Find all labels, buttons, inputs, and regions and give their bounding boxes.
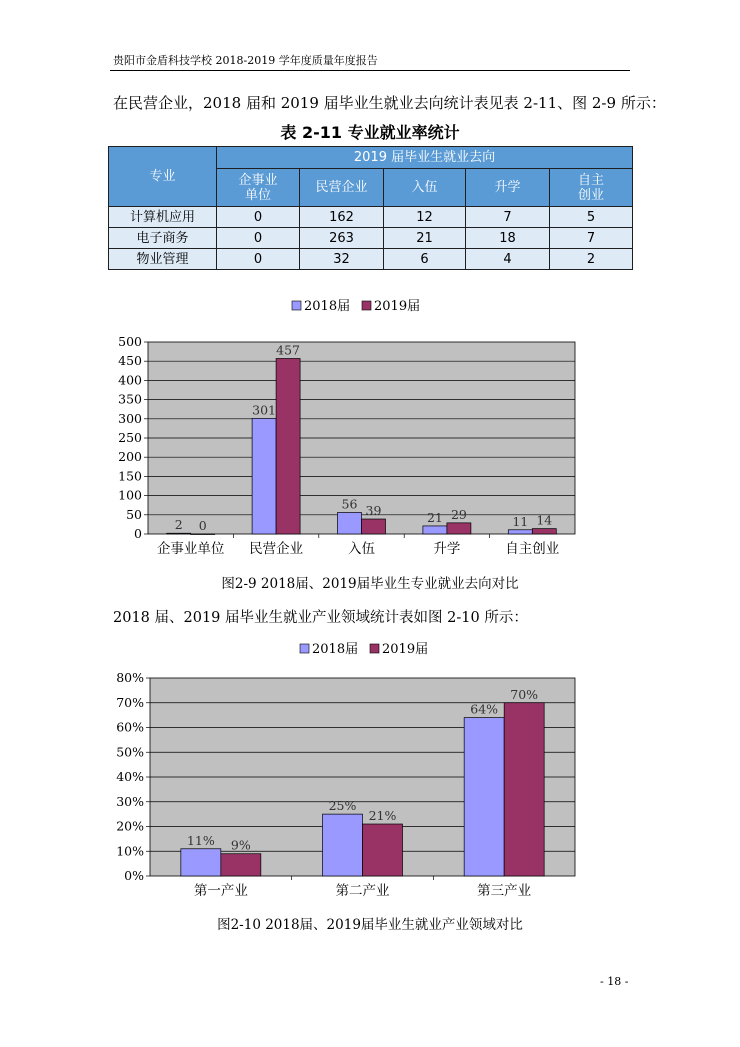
y-tick-label: 80% — [116, 670, 144, 685]
y-tick-label: 40% — [116, 769, 144, 784]
row-major: 计算机应用 — [109, 207, 217, 228]
cell: 32 — [300, 249, 384, 270]
col-header: 自主创业 — [550, 169, 633, 207]
x-tick-label: 第一产业 — [193, 883, 248, 899]
data-label: 457 — [276, 342, 301, 358]
x-tick-label: 企事业单位 — [156, 541, 225, 557]
y-tick-label: 450 — [118, 353, 142, 369]
y-tick-label: 200 — [118, 449, 142, 465]
y-tick-label: 100 — [118, 487, 142, 503]
bar — [508, 530, 532, 534]
bar — [532, 529, 556, 534]
y-tick-label: 0% — [124, 868, 144, 883]
y-tick-label: 150 — [118, 468, 142, 484]
y-tick-label: 400 — [118, 372, 142, 388]
bar — [191, 534, 215, 535]
bar — [167, 533, 191, 534]
legend-swatch — [370, 644, 379, 653]
page-header: 贵阳市金盾科技学校 2018-2019 学年度质量年度报告 — [113, 54, 378, 67]
legend-label: 2018届 — [312, 642, 359, 657]
x-tick-label: 入伍 — [348, 541, 375, 557]
y-tick-label: 30% — [116, 793, 144, 809]
data-label: 11 — [512, 513, 529, 529]
legend-label: 2019届 — [382, 642, 429, 657]
data-label: 25% — [328, 798, 357, 814]
cell: 12 — [384, 207, 466, 228]
data-label: 56 — [341, 496, 358, 512]
cell: 162 — [300, 207, 384, 228]
col-header: 企事业单位 — [217, 169, 300, 207]
x-tick-label: 第二产业 — [335, 883, 390, 899]
x-tick-label: 民营企业 — [249, 541, 304, 557]
data-label: 64% — [470, 701, 499, 717]
page-number: - 18 - — [600, 975, 629, 988]
y-tick-label: 0 — [134, 526, 142, 541]
y-tick-label: 20% — [116, 818, 144, 834]
chart-industry-sector — [100, 634, 600, 904]
bar — [363, 824, 403, 876]
col-major-header: 专业 — [109, 147, 217, 207]
cell: 18 — [466, 228, 550, 249]
cell: 263 — [300, 228, 384, 249]
data-label: 0 — [198, 518, 207, 533]
cell: 0 — [217, 207, 300, 228]
bar — [276, 359, 300, 534]
y-tick-label: 10% — [116, 843, 144, 859]
table-title: 表 2-11 专业就业率统计 — [280, 123, 460, 142]
x-tick-label: 第三产业 — [477, 883, 532, 899]
header-rule — [110, 70, 630, 71]
legend-swatch — [300, 644, 309, 653]
y-tick-label: 60% — [116, 719, 144, 735]
table-row — [109, 249, 633, 270]
row-major: 物业管理 — [109, 249, 217, 270]
bar — [464, 718, 504, 876]
group-header: 2019 届毕业生就业去向 — [217, 147, 633, 169]
bar — [504, 703, 544, 876]
bar — [423, 526, 447, 534]
data-label: 21% — [368, 808, 397, 824]
cell: 21 — [384, 228, 466, 249]
y-tick-label: 50% — [116, 744, 144, 760]
y-tick-label: 500 — [118, 334, 142, 349]
bar — [323, 814, 363, 876]
data-label: 2 — [174, 517, 183, 533]
legend-label: 2018届 — [304, 299, 351, 314]
x-tick-label: 升学 — [433, 541, 461, 557]
bar — [221, 854, 261, 876]
col-header: 民营企业 — [300, 169, 384, 207]
chart1-caption: 图2-9 2018届、2019届毕业生专业就业去向对比 — [221, 576, 519, 592]
y-tick-label: 350 — [118, 391, 142, 407]
data-label: 9% — [230, 837, 251, 853]
data-label: 70% — [510, 686, 539, 702]
y-tick-label: 250 — [118, 430, 142, 445]
data-label: 39 — [365, 503, 382, 519]
row-major: 电子商务 — [109, 228, 217, 249]
data-label: 14 — [536, 512, 553, 528]
cell: 2 — [550, 249, 633, 270]
chart2-caption: 图2-10 2018届、2019届毕业生就业产业领域对比 — [217, 917, 523, 933]
bar — [181, 849, 221, 876]
data-label: 11% — [186, 832, 215, 848]
legend-label: 2019届 — [374, 299, 421, 314]
cell: 7 — [466, 207, 550, 228]
cell: 6 — [384, 249, 466, 270]
col-header: 入伍 — [384, 169, 466, 207]
y-tick-label: 50 — [126, 506, 142, 522]
mid-paragraph: 2018 届、2019 届毕业生就业产业领域统计表如图 2-10 所示： — [113, 610, 528, 626]
data-label: 301 — [252, 402, 277, 418]
y-tick-label: 300 — [118, 410, 142, 426]
col-header: 升学 — [466, 169, 550, 207]
data-label: 29 — [450, 506, 467, 522]
chart-employment-destination — [100, 292, 600, 567]
y-tick-label: 70% — [116, 694, 144, 710]
employment-table — [108, 146, 633, 270]
intro-paragraph: 在民营企业，2018 届和 2019 届毕业生就业去向统计表见表 2-11、图 2-9 所示： — [113, 94, 666, 112]
legend-swatch — [292, 301, 301, 310]
table-row — [109, 228, 633, 249]
cell: 4 — [466, 249, 550, 270]
bar — [338, 512, 362, 534]
data-label: 21 — [426, 509, 443, 525]
x-tick-label: 自主创业 — [505, 541, 560, 557]
bar — [252, 418, 276, 534]
cell: 7 — [550, 228, 633, 249]
table-row — [109, 207, 633, 228]
bar — [447, 523, 471, 534]
cell: 0 — [217, 228, 300, 249]
cell: 0 — [217, 249, 300, 270]
bar — [362, 519, 386, 534]
cell: 5 — [550, 207, 633, 228]
legend-swatch — [362, 301, 371, 310]
